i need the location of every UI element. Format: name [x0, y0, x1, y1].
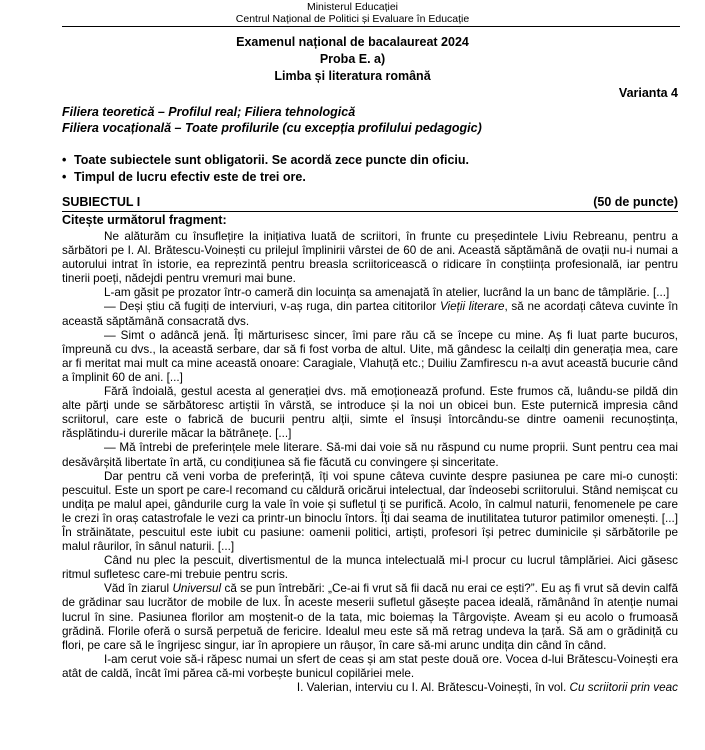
instruction-text: Timpul de lucru efectiv este de trei ore. [74, 170, 306, 184]
fragment-paragraph: I-am cerut voie să-i răpesc numai un sfert de ceas și am stat peste două ore. Vocea d-lui Brătescu-Voinești era atât de caldă, încât îmi părea că-mi vorbește bunicul copilăriei mele. [62, 652, 678, 680]
instruction-text: Toate subiectele sunt obligatorii. Se acordă zece puncte din oficiu. [74, 153, 469, 167]
fragment-paragraph: Fără îndoială, gestul acesta al generației dvs. mă emoționează profund. Este frumos că, luându-se pildă din alte părți unde se sărbătoresc artiștii în vârstă, se introduce și la noi un obicei bun. Este puternică impresia când scriitorul, care este o fabrică de bucurii pentru alții, simte el însuși întorcându-se dintre oamenii recunoștința, răsplătindu-i durerile măcar la bătrânețe. [...] [62, 385, 678, 441]
book-title: Cu scriitorii prin veac [569, 681, 678, 694]
subject-points: (50 de puncte) [593, 195, 678, 209]
fragment-paragraph: Văd în ziarul Universul că se pun întrebări: „Ce-ai fi vrut să fii dacă nu erai ce ești?”. Eu aș fi vrut să devin calfă de grădinar sau lucrător de mobile de lux. În aceste meserii sufletul găsește pacea ideală, rămânând în atenție numai lucrul în sine. Pasiunea florilor am moștenit-o de la tata, mic boiemaș la Târgoviște. Aveam și eu acolo o frumoasă grădină. Florile oferă o sursă perpetuă de fericire. Idealul meu este să mă retrag undeva la țară. Să am o grădiniță cu flori, pe care să le îngrijesc singur, iar în apropiere un râușor, în care să-mi arunc undița din când în când. [62, 582, 679, 652]
read-prompt: Citește următorul fragment: [62, 213, 227, 227]
fragment-source: I. Valerian, interviu cu I. Al. Brătescu-Voinești, în vol. Cu scriitorii prin veac [296, 681, 678, 694]
newspaper-title: Universul [172, 582, 222, 596]
fragment-paragraph: Dar pentru că veni vorba de preferință, îți voi spune câteva cuvinte despre pasiunea pe care mi-o cunoști: pescuitul. Este un sport pe care-l recomand cu căldură oricărui intelectual, dar îndeosebi scriitorului. Stând nemișcat cu undița pe malul apei, gândurile curg la vale în voie și sufletul ți se purifică. Acolo, în calmul naturii, fenomenele pe care le crezi în oraș catastrofale le vezi ca printr-un binoclu întors. Îți dai seama de inutilitatea tuturor patimilor omenești. [...] În străinătate, pescuitul este iubit cu pasiune: oamenii politici, artiști, profesori își petrec duminicile și sărbătorile pe malul râurilor, în sânul naturii. [...] [62, 469, 678, 554]
fragment-paragraph: — Mă întrebi de preferințele mele literare. Să-mi dai voie să nu răspund cu nume proprii. Sunt pentru cea mai desăvârșită libertate în artă, cu condițiunea să fie făcută cu convingere și sinceritate. [62, 441, 678, 469]
filiera-line-2: Filiera vocațională – Toate profilurile (cu excepția profilului pedagogic) [62, 121, 482, 135]
subject-heading-row [62, 195, 678, 210]
fragment-paragraph: — Deși știu că fugiți de interviuri, v-aș ruga, din partea cititorilor Vieții literare, să ne acordați câteva cuvinte în această săptămână consacrată dvs. [62, 300, 679, 328]
ministry-name: Ministerul Educației [306, 1, 399, 13]
instruction-item [62, 152, 469, 168]
exam-proba: Proba E. a) [319, 52, 386, 66]
magazine-title: Vieții literare [439, 300, 505, 314]
fragment-paragraph: L-am găsit pe prozator într-o cameră din locuința sa amenajată în atelier, lucrând la un banc de tâmplărie. [...] [104, 286, 670, 300]
subject-divider [62, 211, 678, 212]
bullet-icon: • [62, 170, 67, 184]
fragment-text [62, 230, 678, 695]
center-name: Centrul Național de Politici și Evaluare în Educație [235, 13, 470, 25]
fragment-paragraph: — Simt o adâncă jenă. Îți mărturisesc sincer, îmi pare rău că se începe cu mine. Aș fi luat parte bucuros, împreună cu dvs., la această serbare, dar să fi fost vorba de altul. Uite, mă gândesc la ceilalți din generația mea, care ar fi meritat mai mult ca mine această onoare: Caragiale, Vlahuță etc.; Duiliu Zamfirescu n-a avut această bucurie când a împlinit 60 de ani. [...] [62, 328, 678, 384]
header-divider [62, 26, 680, 27]
fragment-paragraph: Când nu plec la pescuit, divertismentul de la munca intelectuală mi-l procur cu lucrul tâmplăriei. Aici găsesc ritmul sufletesc care-mi trebuie pentru scris. [62, 554, 678, 582]
bullet-icon: • [62, 153, 67, 167]
fragment-paragraph: Ne alăturăm cu însuflețire la inițiativa luată de scriitori, în frunte cu președintele Liviu Rebreanu, pentru a sărbători pe I. Al. Brătescu-Voinești cu prilejul împlinirii vârstei de 60 de ani. Această săptămână de ovații nu-i numai a autorului intrat în istorie, ea reprezintă pentru breasla scriitoricească o ridicare în conștiința profesională, iar pentru tinerii poeți, nădejdi pentru vremuri mai bune. [62, 230, 678, 286]
instruction-item [62, 169, 306, 185]
exam-title: Examenul național de bacalaureat 2024 [236, 35, 469, 49]
subject-label: SUBIECTUL I [62, 195, 141, 209]
exam-subject: Limba și literatura română [274, 69, 431, 83]
filiera-line-1: Filiera teoretică – Profilul real; Filiera tehnologică [62, 105, 356, 119]
exam-variant: Varianta 4 [618, 86, 678, 100]
